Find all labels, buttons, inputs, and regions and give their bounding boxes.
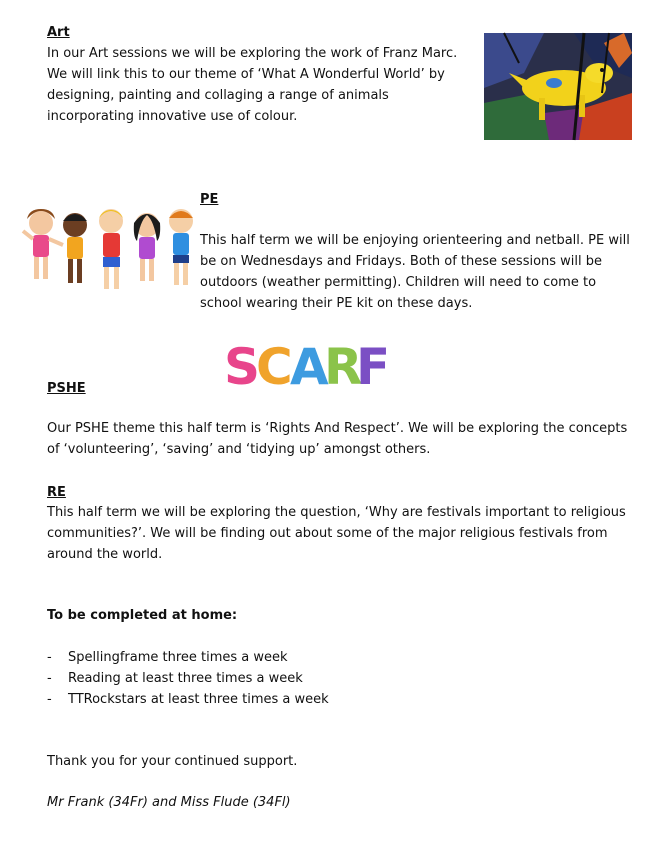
scarf-letter: C xyxy=(256,338,293,396)
pe-heading: PE xyxy=(200,192,219,207)
scarf-letter: F xyxy=(356,338,391,396)
home-tasks-title: To be completed at home: xyxy=(47,608,238,623)
list-item xyxy=(47,668,329,689)
list-item xyxy=(47,689,329,710)
list-bullet: - xyxy=(47,650,52,665)
art-description: In our Art sessions we will be exploring the work of Franz Marc. We will link this to our theme of ‘What A Wonderful World’ by designing, painting and collaging a range of animals incorporating innovative use of colour. xyxy=(47,46,458,124)
child-3 xyxy=(99,209,123,289)
scarf-letter: R xyxy=(324,338,363,396)
home-tasks-list xyxy=(47,647,329,710)
art-heading: Art xyxy=(47,25,70,40)
pshe-description: Our PSHE theme this half term is ‘Rights And Respect’. We will be exploring the concepts of ‘volunteering’, ‘saving’ and ‘tidying up’ amongst others. xyxy=(47,421,628,457)
yellow-cow-painting xyxy=(484,33,632,140)
child-2 xyxy=(63,213,87,283)
pe-description: This half term we will be enjoying orienteering and netball. PE will be on Wednesdays and Fridays. Both of these sessions will be outdoors (weather permitting). Children will need to come to school wearing their PE kit on these days. xyxy=(200,233,630,311)
scarf-logo xyxy=(222,338,391,396)
signoff: Mr Frank (34Fr) and Miss Flude (34Fl) xyxy=(47,795,291,810)
re-description: This half term we will be exploring the question, ‘Why are festivals important to religious communities?’. We will be finding out about some of the major religious festivals from around the world. xyxy=(47,505,626,562)
scarf-letter: A xyxy=(290,338,329,396)
list-item-text: Reading at least three times a week xyxy=(68,671,303,686)
scarf-letter: S xyxy=(224,338,261,396)
list-item xyxy=(47,647,329,668)
list-bullet: - xyxy=(47,671,52,686)
list-item-text: Spellingframe three times a week xyxy=(68,650,288,665)
list-item-text: TTRockstars at least three times a week xyxy=(68,692,329,707)
thanks-message: Thank you for your continued support. xyxy=(47,754,298,769)
child-4 xyxy=(134,213,160,281)
re-heading: RE xyxy=(47,485,66,500)
pshe-heading: PSHE xyxy=(47,381,86,396)
list-bullet: - xyxy=(47,692,52,707)
child-1 xyxy=(23,209,63,279)
child-5 xyxy=(169,209,193,285)
running-children-illustration xyxy=(23,201,197,296)
